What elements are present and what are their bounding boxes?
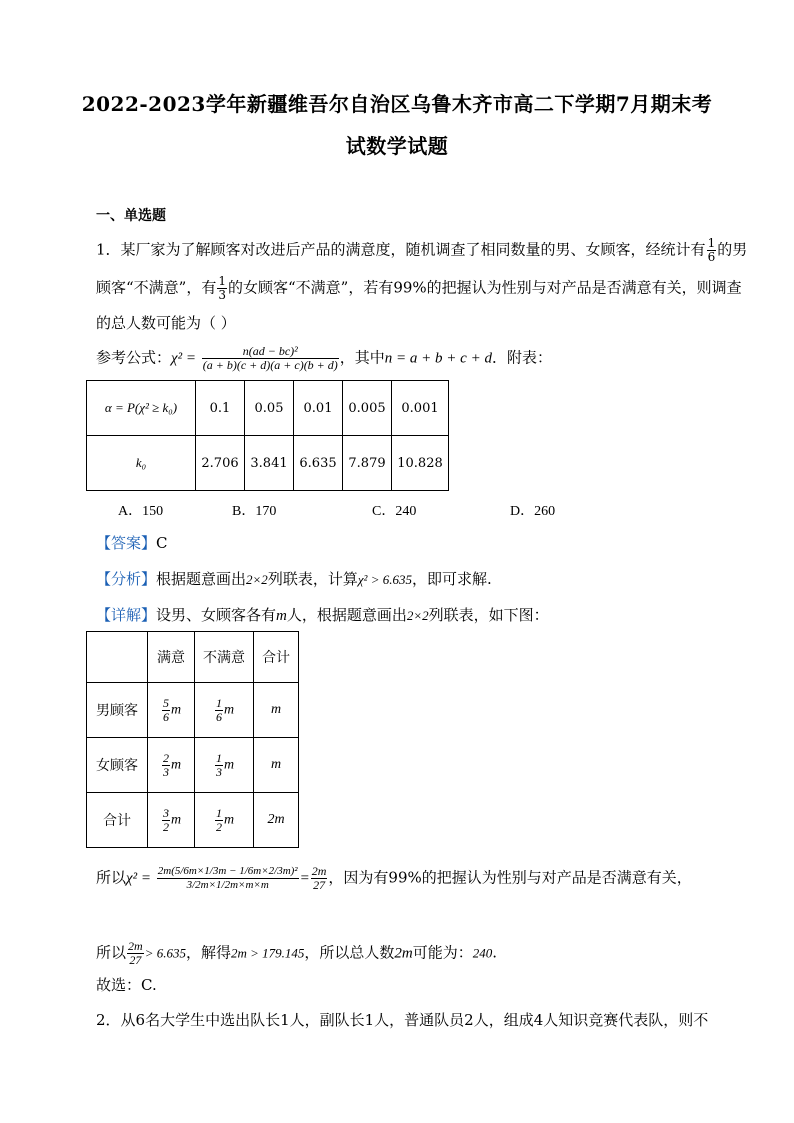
result-line: 所以 $\frac{2m}{27}$ > 6.635，解得2m > 179.145，所以总人数2m可能为：240. xyxy=(96,939,498,967)
alpha-header: α = P(χ² ≥ k₀) xyxy=(87,381,196,436)
detail-tag: 【详解】 xyxy=(96,606,157,624)
option-c: C．240 xyxy=(372,504,417,519)
frac-one-third: $\frac{1}{3}$ xyxy=(218,274,226,302)
option-d: D．260 xyxy=(510,504,556,519)
detail-line: 【详解】设男、女顾客各有m人，根据题意画出2×2列联表，如下图： xyxy=(96,606,549,624)
q2-line1: 2．从6名大学生中选出队长1人，副队长1人，普通队员2人，组成4人知识竞赛代表队，则不 xyxy=(96,1011,709,1029)
q1-line1: 1．某厂家为了解顾客对改进后产品的满意度，随机调查了相同数量的男、女顾客，经统计有 $\frac{1}{6}$ 的男 xyxy=(96,236,748,264)
option-b: B．170 xyxy=(232,504,277,519)
conclusion: 故选：C. xyxy=(96,976,157,994)
chi-square-formula: $\frac{\text{n(ad − bc)²}}{(a + b)(c + d)(a + c)(b + d)}$ xyxy=(202,344,338,372)
frac-one-sixth: $\frac{1}{6}$ xyxy=(707,236,716,264)
analysis-line: 【分析】根据题意画出2×2列联表，计算χ² > 6.635，即可求解. xyxy=(96,570,492,588)
answer-line: 【答案】C xyxy=(96,534,168,552)
critical-value-table: α = P(χ² ≥ k₀) 0.1 0.05 0.01 0.005 0.001 k₀ 2.706 3.841 6.635 7.879 10.828 xyxy=(86,380,449,491)
q1-line3: 的总人数可能为（ ） xyxy=(96,314,236,332)
analysis-tag: 【分析】 xyxy=(96,570,157,588)
calc-line: 所以χ² = $\frac{\text{2m(5/6m×1/3m − 1/6m×2/3m)²}}{3/2m\times 1/2m\times m\times m}$ = $\frac{2m}{27}$ ，因为有99%的把握认为性别与对产品是否满意有关， xyxy=(96,864,692,892)
doc-title-line2: 试数学试题 xyxy=(345,134,449,158)
option-a: A．150 xyxy=(118,504,164,519)
contingency-table: 满意 不满意 合计 男顾客 $\frac{5}{6}$ m $\frac{1}{6}$ m m 女顾客 $\frac{2}{3}$ m $\frac{1}{3}$ m m 合计 $\frac{3}{2}$ m $\frac{1}{2}$ m 2m xyxy=(86,631,299,848)
answer-tag: 【答案】 xyxy=(96,534,157,552)
doc-title-line1: 2022-2023学年新疆维吾尔自治区乌鲁木齐市高二下学期7月期末考 xyxy=(81,92,713,116)
k0-label: k₀ xyxy=(87,436,196,491)
section-heading: 一、单选题 xyxy=(96,208,166,224)
q1-line2: 顾客“不满意”，有 $\frac{1}{3}$ 的女顾客“不满意”，若有99%的把握认为性别与对产品是否满意有关，则调查 xyxy=(96,274,742,302)
q1-formula: 参考公式：χ² = $\frac{\text{n(ad − bc)²}}{(a + b)(c + d)(a + c)(b + d)}$ ，其中n = a + b + c + d．附表： xyxy=(96,344,552,372)
